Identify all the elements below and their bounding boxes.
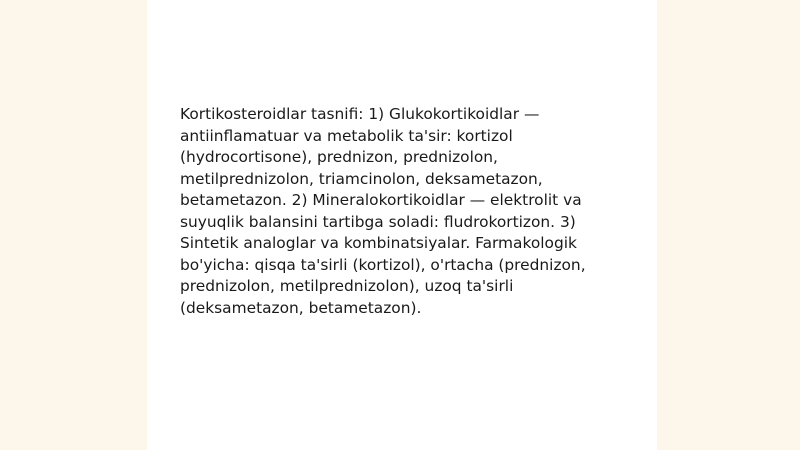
document-page xyxy=(147,0,657,450)
document-text: Kortikosteroidlar tasnifi: 1) Glukokortikoidlar — antiinflamatuar va metabolik ta'sir: kortizol (hydrocortisone), prednizon, prednizolon, metilprednizolon, triamcinolon, deksametazon, betametazon. 2) Mineralokortikoidlar — elektrolit va suyuqlik balansini tartibga soladi: fludrokortizon. 3) Sintetik analoglar va kombinatsiyalar. Farmakologik bo'yicha: qisqa ta'sirli (kortizol), o'rtacha (prednizon, prednizolon, metilprednizolon), uzoq ta'sirli (deksametazon, betametazon). xyxy=(180,105,586,317)
